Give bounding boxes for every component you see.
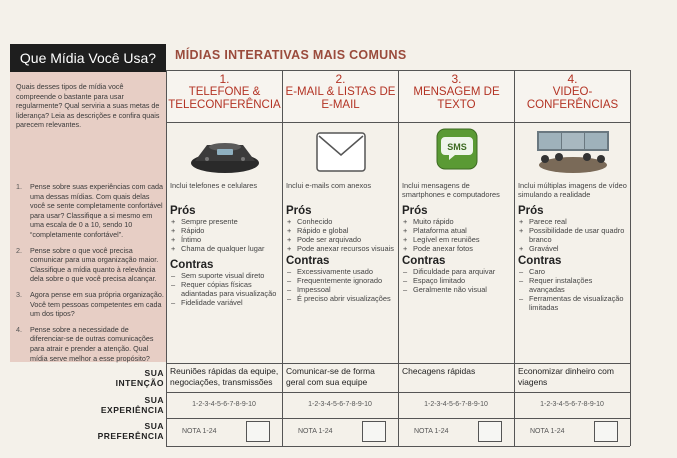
step-number: 2. bbox=[16, 245, 22, 255]
column-description: Inclui e-mails com anexos bbox=[286, 181, 372, 190]
pro-item: + Sempre presente bbox=[171, 217, 238, 226]
row-divider-vertical bbox=[630, 363, 631, 446]
sms-icon bbox=[399, 123, 514, 181]
con-item: – Requer cópias físicas adiantadas para visualização bbox=[171, 280, 277, 298]
experience-scale[interactable]: 1-2-3-4-5-6-7-8-9-10 bbox=[192, 401, 256, 408]
step-text: Pense sobre suas experiências com cada uma dessas mídias. Com quais delas você se sente completamente confortável para usar? Classifique a si mesmo em uma escala de 0 a 10, sendo 10 “completamente confortável”. bbox=[30, 182, 164, 239]
intencao-cell: Comunicar-se de forma geral com sua equipe bbox=[286, 366, 375, 387]
nota-input-box[interactable] bbox=[478, 421, 502, 442]
experience-scale[interactable]: 1-2-3-4-5-6-7-8-9-10 bbox=[424, 401, 488, 408]
pro-item: + Possibilidade de usar quadro branco bbox=[519, 226, 625, 244]
nota-label: NOTA 1-24 bbox=[414, 428, 449, 435]
con-item: – Sem suporte visual direto bbox=[171, 271, 265, 280]
column-header bbox=[515, 71, 630, 123]
intencao-cell: Reuniões rápidas da equipe, negociações, transmissões bbox=[170, 366, 279, 387]
pros-label: Prós bbox=[170, 205, 196, 217]
pro-item: + Pode ser arquivado bbox=[287, 235, 362, 244]
column-description: Inclui telefones e celulares bbox=[170, 181, 258, 190]
pros-label: Prós bbox=[518, 205, 544, 217]
column-number: 3. bbox=[451, 72, 462, 86]
pro-item: + Chama de qualquer lugar bbox=[171, 244, 265, 253]
column-number: 1. bbox=[219, 72, 230, 86]
pro-item: + Rápido bbox=[171, 226, 205, 235]
pros-label: Prós bbox=[286, 205, 312, 217]
sidebar-steps bbox=[16, 182, 164, 369]
step-number: 4. bbox=[16, 324, 22, 334]
nota-input-box[interactable] bbox=[246, 421, 270, 442]
cons-label: Contras bbox=[518, 255, 562, 267]
row-label-experiencia: SUA EXPERIÊNCIA bbox=[100, 395, 164, 415]
pro-item: + Muito rápido bbox=[403, 217, 454, 226]
videoconference-room-icon bbox=[515, 123, 630, 181]
nota-input-box[interactable] bbox=[594, 421, 618, 442]
row-divider bbox=[166, 446, 630, 447]
con-item: – Espaço limitado bbox=[403, 276, 466, 285]
nota-label: NOTA 1-24 bbox=[298, 428, 333, 435]
pro-item: + Parece real bbox=[519, 217, 567, 226]
column-description: Inclui múltiplas imagens de vídeo simulando a realidade bbox=[518, 181, 627, 199]
pro-item: + Pode anexar recursos visuais bbox=[287, 244, 394, 253]
nota-label: NOTA 1-24 bbox=[530, 428, 565, 435]
nota-label: NOTA 1-24 bbox=[182, 428, 217, 435]
cons-label: Contras bbox=[170, 259, 214, 271]
step-number: 3. bbox=[16, 289, 22, 299]
con-item: – Excessivamente usado bbox=[287, 267, 373, 276]
sidebar-title: Que Mídia Você Usa? bbox=[10, 44, 166, 72]
step-item bbox=[16, 325, 164, 363]
con-item: – Impessoal bbox=[287, 285, 331, 294]
column-description: Inclui mensagens de smartphones e computadores bbox=[402, 181, 500, 199]
con-item: – Fidelidade variável bbox=[171, 298, 243, 307]
media-column-email bbox=[283, 71, 399, 364]
con-item: – Dificuldade para arquivar bbox=[403, 267, 496, 276]
pro-item: + Rápido e global bbox=[287, 226, 349, 235]
step-item bbox=[16, 246, 164, 284]
con-item: – Geralmente não visual bbox=[403, 285, 487, 294]
step-item bbox=[16, 290, 164, 319]
step-text: Pense sobre o que você precisa comunicar para uma organização maior. Classifique a mídia quanto à relevância dela sobre o que você precisa alcançar. bbox=[30, 245, 159, 284]
cons-label: Contras bbox=[286, 255, 330, 267]
media-column-telefone bbox=[167, 71, 283, 364]
sidebar-panel bbox=[10, 44, 166, 362]
pro-item: + Íntimo bbox=[171, 235, 202, 244]
column-title: VIDEO-CONFERÊNCIAS bbox=[526, 86, 619, 111]
step-text: Pense sobre a necessidade de diferenciar-se de outras comunicações para atrair e prender a atenção. Qual mídia serve melhor a esse propósito? bbox=[30, 324, 154, 363]
column-header bbox=[399, 71, 514, 123]
pros-label: Prós bbox=[402, 205, 428, 217]
con-item: – Ferramentas de visualização limitadas bbox=[519, 294, 624, 312]
pro-item: + Conhecido bbox=[287, 217, 333, 226]
envelope-icon bbox=[283, 123, 398, 181]
column-title: TELEFONE & TELECONFERÊNCIA bbox=[168, 86, 281, 111]
column-header bbox=[283, 71, 398, 123]
media-column-video bbox=[515, 71, 631, 364]
step-number: 1. bbox=[16, 182, 22, 191]
row-label-preferencia: SUA PREFERÊNCIA bbox=[97, 421, 164, 441]
pro-item: + Plataforma atual bbox=[403, 226, 467, 235]
intencao-cell: Economizar dinheiro com viagens bbox=[518, 366, 614, 387]
column-header bbox=[167, 71, 282, 123]
cons-label: Contras bbox=[402, 255, 446, 267]
pro-item: + Legível em reuniões bbox=[403, 235, 480, 244]
experience-scale[interactable]: 1-2-3-4-5-6-7-8-9-10 bbox=[540, 401, 604, 408]
column-number: 2. bbox=[335, 72, 346, 86]
nota-input-box[interactable] bbox=[362, 421, 386, 442]
pro-item: + Gravável bbox=[519, 244, 559, 253]
step-text: Agora pense em sua própria organização. Você tem pessoas competentes em cada um dos tipos? bbox=[30, 289, 164, 319]
con-item: – É preciso abrir visualizações bbox=[287, 294, 391, 303]
svg-text:SMS: SMS bbox=[447, 142, 467, 152]
con-item: – Caro bbox=[519, 267, 546, 276]
row-label-intencao: SUA INTENÇÃO bbox=[115, 368, 164, 388]
step-item bbox=[16, 182, 164, 240]
column-title: MENSAGEM DE TEXTO bbox=[413, 86, 500, 111]
con-item: – Frequentemente ignorado bbox=[287, 276, 383, 285]
media-column-sms bbox=[399, 71, 515, 364]
intencao-cell: Checagens rápidas bbox=[402, 366, 476, 376]
column-title: E-MAIL & LISTAS DE E-MAIL bbox=[285, 86, 396, 111]
con-item: – Requer instalações avançadas bbox=[519, 276, 593, 294]
experience-scale[interactable]: 1-2-3-4-5-6-7-8-9-10 bbox=[308, 401, 372, 408]
sidebar-intro: Quais desses tipos de mídia você compreende o bastante para usar regularmente? Qual serviria a suas metas de liderança? Leia as descrições e confira quais parecem relevantes. bbox=[16, 82, 160, 130]
main-title: MÍDIAS INTERATIVAS MAIS COMUNS bbox=[175, 48, 407, 62]
pro-item: + Pode anexar fotos bbox=[403, 244, 473, 253]
conference-phone-icon bbox=[167, 123, 282, 181]
column-number: 4. bbox=[567, 72, 578, 86]
